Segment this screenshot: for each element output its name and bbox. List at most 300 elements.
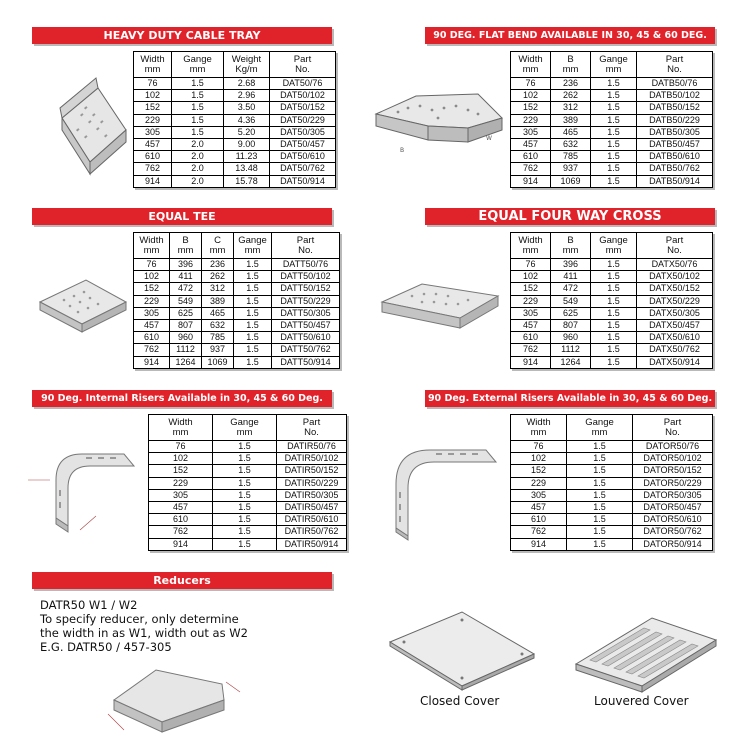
table-cell: 1.5 [567, 489, 633, 501]
table-cell: 236 [202, 259, 234, 271]
table-cell: 152 [134, 283, 170, 295]
column-header-label: Part [665, 234, 684, 246]
table-cell: 229 [134, 114, 172, 126]
table-row [511, 356, 713, 368]
table-cell: 305 [149, 489, 213, 501]
column-header-label: Part [665, 53, 684, 65]
column-header-unit: No. [295, 63, 310, 75]
table-cell: 229 [511, 114, 551, 126]
table-cell: 102 [134, 90, 172, 102]
table-cell: DATX50/152 [637, 283, 713, 295]
column-header-label: B [182, 234, 189, 246]
table-cell: 1.5 [213, 453, 277, 465]
column-header-label: Gange [238, 234, 267, 246]
table-row [511, 271, 713, 283]
internal-risers-banner: 90 Deg. Internal Risers Available in 30, 45 & 60 Deg. [32, 390, 332, 407]
column-header-unit: mm [591, 426, 608, 438]
table-row [149, 501, 347, 513]
column-header [511, 52, 551, 78]
column-header-label: Part [293, 53, 312, 65]
table-cell: 457 [134, 319, 170, 331]
table-cell: 1.5 [172, 78, 224, 90]
table-cell: 610 [134, 151, 172, 163]
table-cell: 1.5 [567, 526, 633, 538]
heavy-duty-banner: HEAVY DUTY CABLE TRAY [32, 27, 332, 44]
table-cell: DATOR50/76 [633, 441, 713, 453]
table-cell: 1.5 [567, 465, 633, 477]
table-cell: DATOR50/152 [633, 465, 713, 477]
table-cell: 549 [170, 295, 202, 307]
table-cell: 1.5 [591, 259, 637, 271]
table-row [511, 295, 713, 307]
column-header-unit: mm [562, 63, 579, 75]
table-cell: 1.5 [591, 151, 637, 163]
column-header-unit: mm [189, 63, 206, 75]
table-cell: DATIR50/610 [277, 514, 347, 526]
column-header-unit: mm [143, 244, 160, 256]
column-header [567, 415, 633, 441]
column-header-label: Width [168, 416, 193, 428]
table-row [149, 477, 347, 489]
table-cell: 762 [149, 526, 213, 538]
table-cell: DAT50/229 [270, 114, 336, 126]
table-cell: 914 [511, 175, 551, 187]
table-cell: DATB50/457 [637, 138, 713, 150]
column-header-unit: mm [144, 63, 161, 75]
table-cell: DATIR50/76 [277, 441, 347, 453]
table-row [149, 441, 347, 453]
table-cell: 632 [202, 319, 234, 331]
table-cell: 762 [511, 163, 551, 175]
column-header-label: Weight [231, 53, 262, 65]
reducer-line-example: E.G. DATR50 / 457-305 [40, 640, 172, 654]
table-header-row [511, 233, 713, 259]
table-row [511, 514, 713, 526]
table-row [511, 90, 713, 102]
column-header [633, 415, 713, 441]
table-cell: 625 [551, 307, 591, 319]
column-header-unit: No. [298, 244, 313, 256]
cable-tray-icon [40, 70, 132, 190]
table-cell: 76 [134, 78, 172, 90]
table-cell: 76 [149, 441, 213, 453]
table-cell: 914 [511, 538, 567, 550]
table-cell: 1.5 [172, 102, 224, 114]
table-row [511, 501, 713, 513]
table-cell: 1.5 [567, 453, 633, 465]
table-row [511, 138, 713, 150]
table-cell: 1.5 [567, 441, 633, 453]
table-cell: 229 [511, 477, 567, 489]
table-cell: 1.5 [172, 90, 224, 102]
four-way-cross-icon [372, 272, 508, 342]
table-cell: DATT50/229 [272, 295, 340, 307]
column-header [591, 233, 637, 259]
table-cell: 1.5 [213, 477, 277, 489]
column-header-unit: mm [236, 426, 253, 438]
column-header-unit: No. [304, 426, 319, 438]
table-cell: 610 [134, 332, 170, 344]
table-cell: 1.5 [591, 78, 637, 90]
column-header-label: Gange [599, 53, 628, 65]
table-cell: 1.5 [213, 441, 277, 453]
table-cell: 1.5 [567, 514, 633, 526]
table-cell: 1.5 [213, 526, 277, 538]
table-row [134, 356, 340, 368]
table-cell: DATX50/229 [637, 295, 713, 307]
table-row [511, 283, 713, 295]
table-cell: 1.5 [172, 126, 224, 138]
column-header-label: B [567, 234, 574, 246]
table-cell: 305 [134, 126, 172, 138]
column-header [637, 233, 713, 259]
table-cell: 937 [551, 163, 591, 175]
table-row [511, 163, 713, 175]
table-cell: 1.5 [213, 501, 277, 513]
table-cell: 396 [170, 259, 202, 271]
table-row [511, 126, 713, 138]
table-cell: 914 [149, 538, 213, 550]
table-cell: 389 [202, 295, 234, 307]
table-cell: DATX50/914 [637, 356, 713, 368]
column-header-label: C [214, 234, 221, 246]
table-cell: DATOR50/102 [633, 453, 713, 465]
table-cell: 472 [551, 283, 591, 295]
table-cell: 960 [551, 332, 591, 344]
table-cell: 2.96 [224, 90, 270, 102]
table-cell: 1.5 [213, 465, 277, 477]
table-cell: 1.5 [567, 538, 633, 550]
table-cell: 1112 [170, 344, 202, 356]
table-cell: DAT50/914 [270, 175, 336, 187]
table-cell: 610 [511, 514, 567, 526]
reducer-line-instruction: To specify reducer, only determine [40, 612, 239, 626]
table-cell: DATT50/76 [272, 259, 340, 271]
table-cell: DATIR50/305 [277, 489, 347, 501]
table-cell: DATX50/610 [637, 332, 713, 344]
column-header-label: Gange [599, 234, 628, 246]
table-row [511, 175, 713, 187]
table-cell: DATT50/610 [272, 332, 340, 344]
table-cell: 1.5 [591, 90, 637, 102]
equal-tee-table [133, 232, 340, 369]
table-cell: 1.5 [234, 332, 272, 344]
table-cell: 610 [149, 514, 213, 526]
column-header [637, 52, 713, 78]
reducer-description [40, 598, 248, 654]
table-row [149, 465, 347, 477]
table-cell: 1.5 [567, 477, 633, 489]
column-header-unit: mm [562, 244, 579, 256]
column-header [272, 233, 340, 259]
table-cell: 1.5 [567, 501, 633, 513]
table-cell: DAT50/76 [270, 78, 336, 90]
table-cell: 76 [511, 78, 551, 90]
table-cell: DATOR50/762 [633, 526, 713, 538]
flat-bend-icon [368, 82, 508, 162]
table-cell: 2.68 [224, 78, 270, 90]
table-cell: 1.5 [591, 175, 637, 187]
table-cell: 2.0 [172, 138, 224, 150]
column-header-unit: mm [522, 63, 539, 75]
equal-tee-icon [34, 272, 130, 352]
table-cell: DATIR50/457 [277, 501, 347, 513]
table-row [511, 151, 713, 163]
column-header-unit: No. [667, 244, 682, 256]
table-row [134, 271, 340, 283]
table-cell: DATB50/152 [637, 102, 713, 114]
table-cell: 1.5 [213, 538, 277, 550]
table-row [511, 477, 713, 489]
table-cell: DATT50/457 [272, 319, 340, 331]
table-cell: 9.00 [224, 138, 270, 150]
table-cell: 1.5 [234, 271, 272, 283]
table-cell: 1.5 [591, 114, 637, 126]
table-cell: 1.5 [234, 356, 272, 368]
table-cell: 1264 [170, 356, 202, 368]
table-row [149, 538, 347, 550]
table-cell: DATOR50/457 [633, 501, 713, 513]
table-header-row [511, 415, 713, 441]
column-header [134, 233, 170, 259]
table-cell: 465 [202, 307, 234, 319]
table-cell: 1.5 [234, 307, 272, 319]
table-cell: DATB50/610 [637, 151, 713, 163]
table-cell: 762 [134, 344, 170, 356]
table-row [511, 319, 713, 331]
table-row [134, 175, 336, 187]
reducers-banner: Reducers [32, 572, 332, 589]
table-cell: 1.5 [213, 514, 277, 526]
table-cell: DATIR50/914 [277, 538, 347, 550]
table-cell: 312 [202, 283, 234, 295]
table-cell: 960 [170, 332, 202, 344]
table-row [149, 526, 347, 538]
column-header [134, 52, 172, 78]
table-cell: 762 [511, 344, 551, 356]
column-header-label: Gange [230, 416, 259, 428]
reducer-line-code: DATR50 W1 / W2 [40, 598, 138, 612]
table-row [511, 102, 713, 114]
column-header-unit: mm [244, 244, 261, 256]
table-cell: 102 [511, 90, 551, 102]
table-cell: 262 [551, 90, 591, 102]
table-cell: 937 [202, 344, 234, 356]
table-row [511, 344, 713, 356]
table-cell: 1.5 [234, 319, 272, 331]
table-row [511, 526, 713, 538]
column-header-unit: mm [530, 426, 547, 438]
table-cell: 5.20 [224, 126, 270, 138]
table-header-row [134, 233, 340, 259]
table-cell: 1.5 [213, 489, 277, 501]
column-header [224, 52, 270, 78]
table-cell: 229 [511, 295, 551, 307]
table-cell: 102 [149, 453, 213, 465]
table-row [511, 78, 713, 90]
table-cell: 152 [511, 465, 567, 477]
svg-text:B: B [400, 147, 405, 154]
table-header-row [149, 415, 347, 441]
column-header-label: Gange [585, 416, 614, 428]
table-row [511, 441, 713, 453]
reducer-line-width: the width in as W1, width out as W2 [40, 626, 248, 640]
table-row [511, 332, 713, 344]
column-header [234, 233, 272, 259]
table-cell: DATOR50/229 [633, 477, 713, 489]
table-cell: 1.5 [591, 332, 637, 344]
table-row [134, 102, 336, 114]
table-cell: 1.5 [234, 295, 272, 307]
column-header-label: Part [302, 416, 321, 428]
table-row [134, 126, 336, 138]
table-cell: 465 [551, 126, 591, 138]
column-header-unit: mm [209, 244, 226, 256]
table-cell: 1.5 [591, 126, 637, 138]
reducer-icon [104, 662, 244, 740]
column-header [202, 233, 234, 259]
table-cell: 807 [551, 319, 591, 331]
table-cell: DATX50/102 [637, 271, 713, 283]
table-cell: 1.5 [591, 356, 637, 368]
table-cell: 1.5 [591, 102, 637, 114]
table-cell: DAT50/102 [270, 90, 336, 102]
table-cell: 229 [149, 477, 213, 489]
column-header-label: Width [518, 234, 543, 246]
table-header-row [511, 52, 713, 78]
table-cell: 396 [551, 259, 591, 271]
column-header [172, 52, 224, 78]
table-cell: DATB50/102 [637, 90, 713, 102]
table-cell: DATB50/305 [637, 126, 713, 138]
table-cell: 1.5 [591, 295, 637, 307]
table-cell: DATT50/305 [272, 307, 340, 319]
table-cell: 411 [170, 271, 202, 283]
table-cell: DAT50/610 [270, 151, 336, 163]
table-row [511, 307, 713, 319]
table-cell: DATT50/152 [272, 283, 340, 295]
column-header-unit: No. [665, 426, 680, 438]
table-row [511, 489, 713, 501]
table-cell: 632 [551, 138, 591, 150]
column-header-label: Part [296, 234, 315, 246]
table-cell: 457 [511, 138, 551, 150]
table-cell: DATOR50/610 [633, 514, 713, 526]
table-cell: DATIR50/762 [277, 526, 347, 538]
table-cell: 1.5 [591, 163, 637, 175]
table-header-row [134, 52, 336, 78]
table-cell: 1.5 [591, 271, 637, 283]
table-cell: DAT50/152 [270, 102, 336, 114]
table-cell: 1069 [202, 356, 234, 368]
table-cell: 102 [511, 271, 551, 283]
closed-cover-caption: Closed Cover [420, 694, 500, 708]
table-cell: 102 [134, 271, 170, 283]
table-cell: DATX50/457 [637, 319, 713, 331]
table-cell: DATT50/102 [272, 271, 340, 283]
table-cell: 1.5 [234, 344, 272, 356]
table-cell: 305 [511, 307, 551, 319]
flat-bend-table [510, 51, 713, 188]
table-row [134, 332, 340, 344]
table-cell: 1.5 [591, 319, 637, 331]
column-header-label: Part [663, 416, 682, 428]
table-cell: DATX50/762 [637, 344, 713, 356]
table-cell: 76 [511, 259, 551, 271]
table-cell: 472 [170, 283, 202, 295]
equal-tee-banner: EQUAL TEE [32, 208, 332, 225]
table-cell: 1.5 [234, 283, 272, 295]
heavy-duty-table [133, 51, 336, 188]
closed-cover-icon [384, 608, 538, 692]
table-cell: 389 [551, 114, 591, 126]
table-cell: 11.23 [224, 151, 270, 163]
table-cell: 305 [134, 307, 170, 319]
table-row [134, 283, 340, 295]
column-header-label: B [567, 53, 574, 65]
table-cell: 785 [551, 151, 591, 163]
table-row [149, 514, 347, 526]
table-cell: 4.36 [224, 114, 270, 126]
table-cell: 15.78 [224, 175, 270, 187]
louvered-cover-caption: Louvered Cover [594, 694, 689, 708]
table-cell: DATOR50/914 [633, 538, 713, 550]
external-riser-icon [376, 436, 504, 542]
table-cell: 1112 [551, 344, 591, 356]
table-row [134, 151, 336, 163]
table-cell: 411 [551, 271, 591, 283]
four-way-table [510, 232, 713, 369]
table-cell: 1069 [551, 175, 591, 187]
table-row [511, 465, 713, 477]
table-row [511, 538, 713, 550]
table-row [134, 319, 340, 331]
table-row [149, 453, 347, 465]
table-cell: DATX50/76 [637, 259, 713, 271]
table-cell: 549 [551, 295, 591, 307]
table-cell: 152 [134, 102, 172, 114]
external-risers-banner: 90 Deg. External Risers Available in 30, 45 & 60 Deg. [425, 390, 715, 407]
table-cell: 152 [149, 465, 213, 477]
column-header [170, 233, 202, 259]
column-header-unit: Kg/m [235, 63, 258, 75]
table-cell: 2.0 [172, 175, 224, 187]
table-cell: 2.0 [172, 163, 224, 175]
table-row [134, 307, 340, 319]
column-header-unit: mm [605, 244, 622, 256]
table-cell: DATB50/762 [637, 163, 713, 175]
svg-text:W: W [486, 135, 492, 142]
table-row [149, 489, 347, 501]
table-cell: DAT50/457 [270, 138, 336, 150]
table-row [134, 114, 336, 126]
table-cell: DATB50/914 [637, 175, 713, 187]
internal-risers-table [148, 414, 347, 551]
table-cell: 914 [134, 356, 170, 368]
table-cell: 102 [511, 453, 567, 465]
table-cell: 762 [511, 526, 567, 538]
table-cell: 1.5 [234, 259, 272, 271]
table-cell: 762 [134, 163, 172, 175]
table-row [511, 259, 713, 271]
table-cell: 262 [202, 271, 234, 283]
table-cell: 457 [511, 319, 551, 331]
table-cell: DATT50/914 [272, 356, 340, 368]
table-cell: 1.5 [591, 138, 637, 150]
table-cell: 152 [511, 283, 551, 295]
table-cell: 625 [170, 307, 202, 319]
table-cell: 1264 [551, 356, 591, 368]
